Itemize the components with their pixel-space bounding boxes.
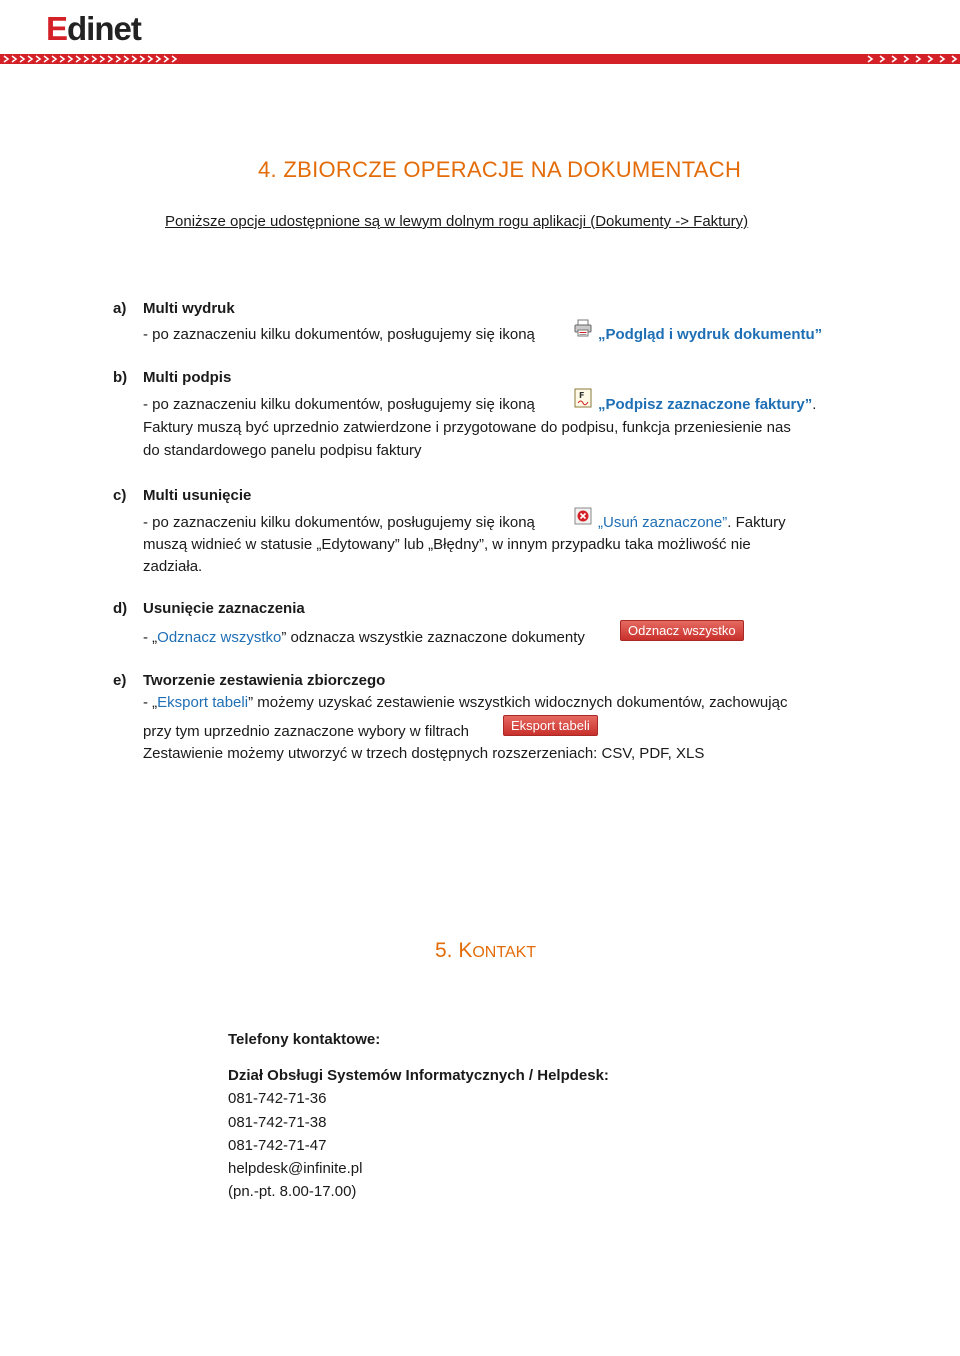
edinet-logo: Edinet	[46, 10, 141, 47]
item-e-heading: e) Tworzenie zestawienia zbiorczego	[113, 672, 386, 689]
item-d-text: - „Odznacz wszystko” odznacza wszystkie zaznaczone dokumenty	[143, 629, 585, 646]
item-c-heading: c) Multi usunięcie	[113, 487, 252, 504]
phone-1: 081-742-71-36	[228, 1090, 327, 1107]
item-a-heading: a) Multi wydruk	[113, 300, 235, 317]
phone-2: 081-742-71-38	[228, 1114, 327, 1131]
section-4-title: 4. ZBIORCZE OPERACJE NA DOKUMENTACH	[258, 157, 742, 182]
delete-icon	[573, 506, 593, 526]
office-hours: (pn.-pt. 8.00-17.00)	[228, 1183, 357, 1200]
section-5-title: 5. KONTAKT	[435, 939, 537, 962]
item-b-link-line: „Podpisz zaznaczone faktury”.	[598, 396, 817, 413]
item-d-heading: d) Usunięcie zaznaczenia	[113, 600, 305, 617]
item-b-text: - po zaznaczeniu kilku dokumentów, posługujemy się ikoną	[143, 396, 535, 413]
svg-text:F: F	[579, 391, 585, 400]
item-b-line3: do standardowego panelu podpisu faktury	[143, 442, 422, 459]
phone-3: 081-742-71-47	[228, 1137, 327, 1154]
item-d-link[interactable]: Odznacz wszystko	[157, 629, 282, 646]
odznacz-wszystko-button[interactable]: Odznacz wszystko	[620, 620, 744, 641]
item-e-link[interactable]: Eksport tabeli	[157, 694, 249, 711]
header-stripe	[0, 52, 960, 66]
item-e-line2: przy tym uprzednio zaznaczone wybory w filtrach	[143, 723, 469, 740]
item-b-link[interactable]: „Podpisz zaznaczone faktury”	[598, 396, 813, 413]
helpdesk-heading: Dział Obsługi Systemów Informatycznych / Helpdesk:	[228, 1067, 609, 1084]
section-4-intro: Poniższe opcje udostępnione są w lewym dolnym rogu aplikacji (Dokumenty -> Faktury)	[165, 213, 749, 230]
item-e-line3: Zestawienie możemy utworzyć w trzech dostępnych rozszerzeniach: CSV, PDF, XLS	[143, 745, 705, 762]
item-c-text: - po zaznaczeniu kilku dokumentów, posługujemy się ikoną	[143, 514, 535, 531]
sign-document-icon	[573, 388, 593, 408]
printer-icon	[573, 318, 593, 338]
item-c-link-line: „Usuń zaznaczone”. Faktury	[598, 514, 786, 531]
item-c-line3: zadziała.	[143, 558, 203, 575]
item-c-line2: muszą widnieć w statusie „Edytowany” lub „Błędny”, w innym przypadku taka możliwość nie	[143, 536, 751, 553]
eksport-tabeli-button[interactable]: Eksport tabeli	[503, 715, 598, 736]
item-a-link[interactable]: „Podgląd i wydruk dokumentu”	[598, 326, 823, 343]
helpdesk-email[interactable]: helpdesk@infinite.pl	[228, 1160, 363, 1177]
item-c-link[interactable]: „Usuń zaznaczone”	[598, 514, 728, 531]
item-b-heading: b) Multi podpis	[113, 369, 232, 386]
phones-heading: Telefony kontaktowe:	[228, 1031, 381, 1048]
item-e-text: - „Eksport tabeli” możemy uzyskać zestawienie wszystkich widocznych dokumentów, zachowując	[143, 694, 788, 711]
item-a-text: - po zaznaczeniu kilku dokumentów, posługujemy się ikoną	[143, 326, 535, 343]
item-b-line2: Faktury muszą być uprzednio zatwierdzone i przygotowane do podpisu, funkcja przeniesienie nas	[143, 419, 791, 436]
